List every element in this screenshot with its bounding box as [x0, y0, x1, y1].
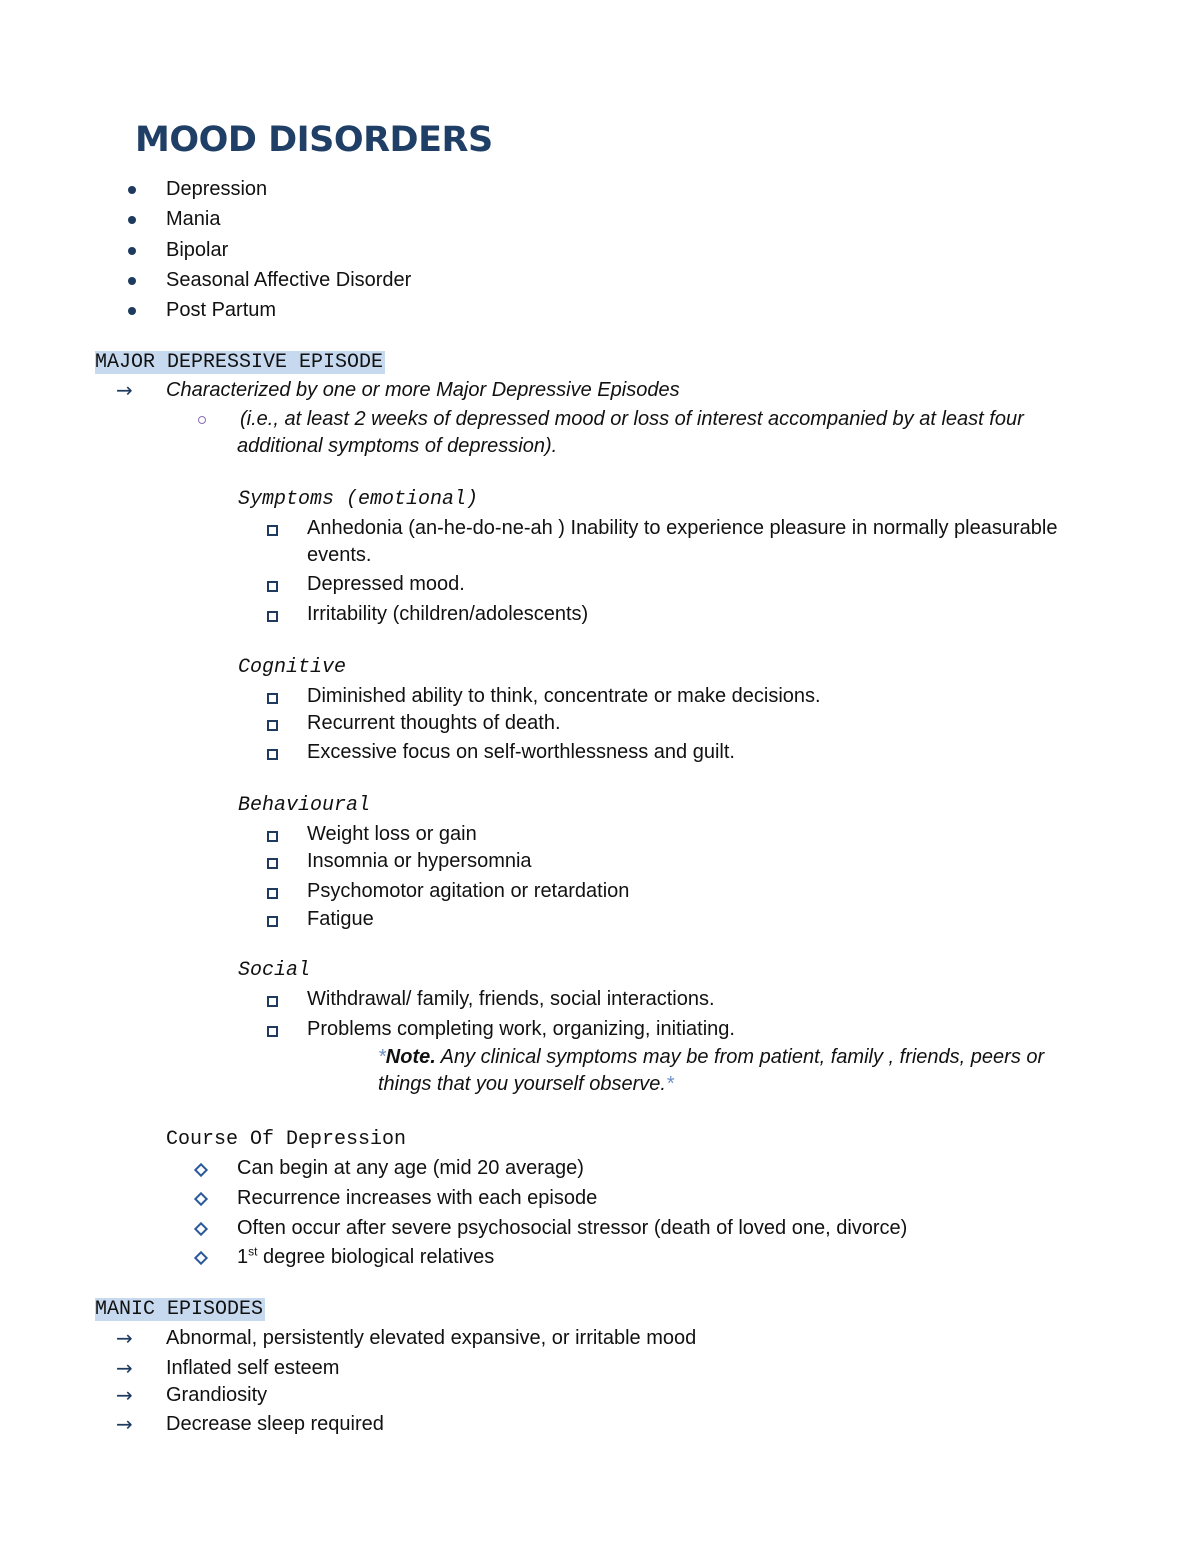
square-bullet-icon	[267, 888, 278, 899]
detail-text-line2: additional symptoms of depression).	[237, 435, 558, 457]
list-item: Grandiosity	[166, 1384, 268, 1406]
list-item: Bipolar	[166, 239, 229, 261]
note-line1	[378, 1044, 1044, 1071]
page-title: MOOD DISORDERS	[135, 120, 493, 160]
symptoms-heading: Symptoms (emotional)	[238, 488, 479, 511]
list-item: Weight loss or gain	[307, 823, 477, 845]
list-item: Inflated self esteem	[166, 1357, 340, 1379]
list-item: Psychomotor agitation or retardation	[307, 880, 630, 902]
square-bullet-icon	[267, 916, 278, 927]
square-bullet-icon	[267, 525, 278, 536]
list-item: Excessive focus on self-worthlessness and guilt.	[307, 741, 735, 763]
bullet-icon	[128, 277, 136, 285]
square-bullet-icon	[267, 581, 278, 592]
list-item-text: degree biological relatives	[257, 1246, 495, 1268]
note-line2	[378, 1071, 674, 1098]
list-item: Insomnia or hypersomnia	[307, 850, 532, 872]
detail-text-line1: (i.e., at least 2 weeks of depressed mood or loss of interest accompanied by at least four	[240, 408, 1024, 430]
list-item-continuation: events.	[307, 544, 372, 566]
square-bullet-icon	[267, 693, 278, 704]
list-item: Irritability (children/adolescents)	[307, 603, 589, 625]
square-bullet-icon	[267, 611, 278, 622]
manic-heading	[95, 1297, 265, 1323]
arrow-icon: →	[116, 1412, 133, 1436]
open-circle-bullet-icon	[198, 416, 206, 424]
diamond-bullet-icon	[194, 1222, 208, 1236]
list-item: Post Partum	[166, 299, 277, 321]
list-item: Abnormal, persistently elevated expansive, or irritable mood	[166, 1327, 697, 1349]
list-item: Depressed mood.	[307, 573, 465, 595]
square-bullet-icon	[267, 858, 278, 869]
note-label: Note.	[385, 1046, 436, 1068]
course-heading: Course Of Depression	[166, 1128, 407, 1151]
cognitive-heading: Cognitive	[238, 656, 347, 679]
bullet-icon	[128, 307, 136, 315]
major-depressive-heading	[95, 350, 385, 376]
arrow-icon: →	[116, 1326, 133, 1350]
diamond-bullet-icon	[194, 1192, 208, 1206]
square-bullet-icon	[267, 749, 278, 760]
diamond-bullet-icon	[194, 1163, 208, 1177]
list-item: Recurrent thoughts of death.	[307, 712, 561, 734]
arrow-icon: →	[116, 1383, 133, 1407]
note-text: things that you yourself observe.	[378, 1073, 666, 1095]
note-text: Any clinical symptoms may be from patient, family , friends, peers or	[435, 1046, 1045, 1068]
list-item: Seasonal Affective Disorder	[166, 269, 412, 291]
list-item: Problems completing work, organizing, initiating.	[307, 1018, 735, 1040]
list-item: Mania	[166, 208, 221, 230]
ordinal-number: 1	[237, 1246, 249, 1268]
section-heading-text: MAJOR DEPRESSIVE EPISODE	[95, 351, 384, 374]
behavioural-heading: Behavioural	[238, 794, 371, 817]
characterized-text: Characterized by one or more Major Depressive Episodes	[166, 379, 680, 401]
list-item	[237, 1244, 494, 1271]
note-star: *	[378, 1046, 386, 1068]
section-heading-text: MANIC EPISODES	[95, 1298, 264, 1321]
list-item: Diminished ability to think, concentrate or make decisions.	[307, 685, 821, 707]
social-heading: Social	[238, 959, 311, 982]
ordinal-suffix: st	[248, 1244, 258, 1259]
list-item: Recurrence increases with each episode	[237, 1187, 598, 1209]
list-item: Anhedonia (an-he-do-ne-ah ) Inability to experience pleasure in normally pleasurable	[307, 517, 1058, 539]
list-item: Depression	[166, 178, 268, 200]
list-item: Decrease sleep required	[166, 1413, 384, 1435]
list-item: Fatigue	[307, 908, 374, 930]
list-item: Withdrawal/ family, friends, social interactions.	[307, 988, 715, 1010]
square-bullet-icon	[267, 1026, 278, 1037]
list-item: Often occur after severe psychosocial stressor (death of loved one, divorce)	[237, 1217, 908, 1239]
bullet-icon	[128, 186, 136, 194]
note-star: *	[665, 1073, 674, 1095]
list-item: Can begin at any age (mid 20 average)	[237, 1157, 584, 1179]
arrow-icon: →	[116, 1356, 133, 1380]
diamond-bullet-icon	[194, 1251, 208, 1265]
square-bullet-icon	[267, 720, 278, 731]
bullet-icon	[128, 247, 136, 255]
square-bullet-icon	[267, 996, 278, 1007]
square-bullet-icon	[267, 831, 278, 842]
arrow-icon: →	[116, 378, 133, 402]
bullet-icon	[128, 216, 136, 224]
